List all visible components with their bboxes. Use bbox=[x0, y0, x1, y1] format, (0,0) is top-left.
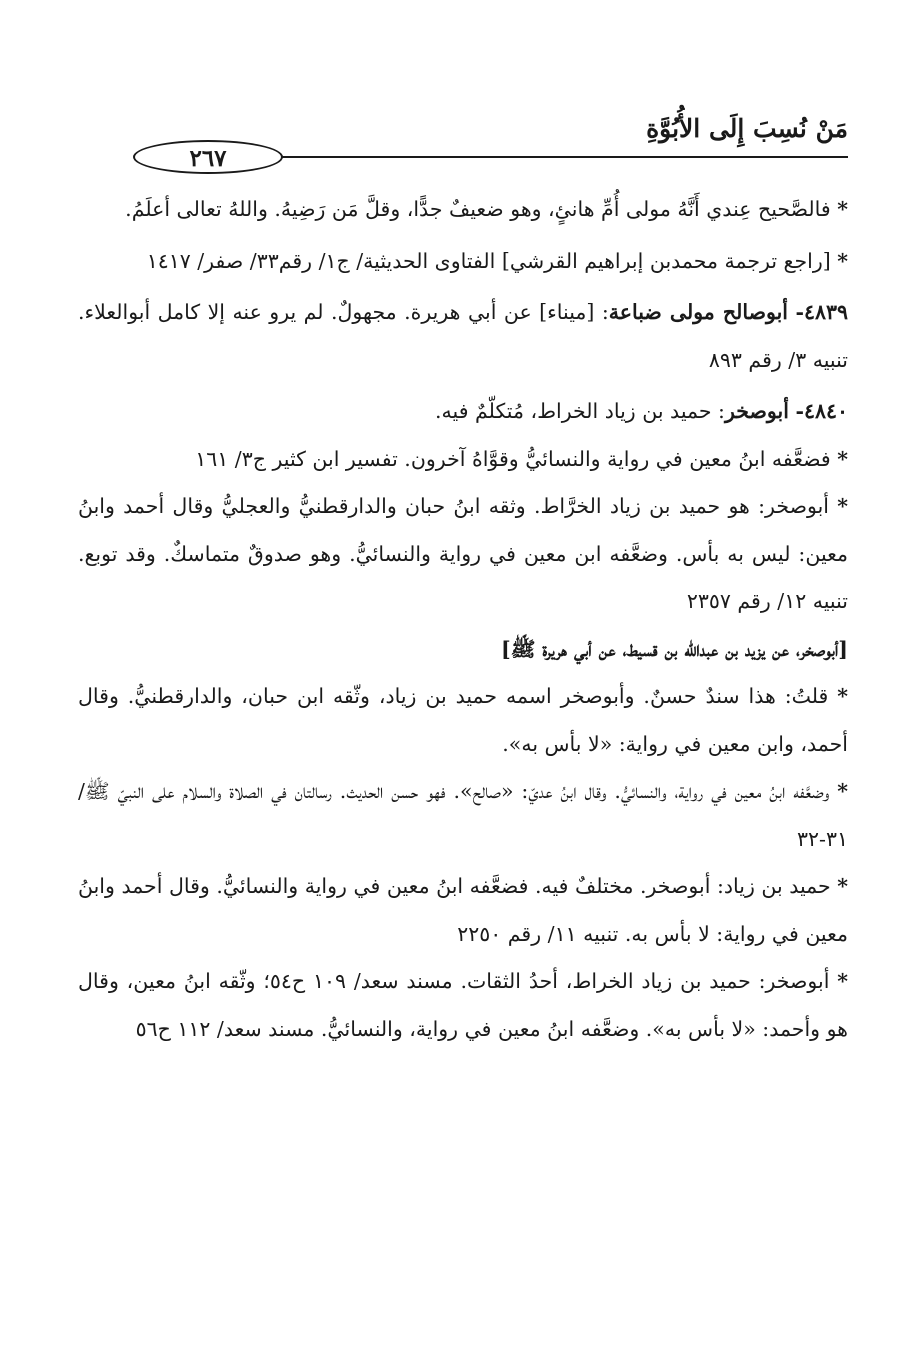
bullet-star-icon: * bbox=[837, 248, 848, 273]
bullet-star-icon: * bbox=[837, 779, 848, 803]
paragraph bbox=[78, 673, 848, 768]
entry-number: ٤٨٤٠- bbox=[795, 399, 848, 423]
paragraph-text: : [ميناء] عن أبي هريرة. مجهولٌ. لم يرو عنه إلا كامل أبوالعلاء. تنبيه ٣/ رقم ٨٩٣ bbox=[78, 300, 848, 372]
paragraph-text: أبوصخر: حميد بن زياد الخراط، أحدُ الثقات. مسند سعد/ ١٠٩ ح٥٤؛ وثّقه ابنُ معين، وقال هو وأحمد: «لا بأس به». وضعَّفه ابنُ معين في رواية، والنسائيُّ. مسند سعد/ ١١٢ ح٥٦ bbox=[78, 969, 848, 1041]
paragraph-text: فضعَّفه ابنُ معين في رواية والنسائيُّ وقوَّاهُ آخرون. تفسير ابن كثير ج٣/ ١٦١ bbox=[195, 446, 831, 471]
bullet-star-icon: * bbox=[837, 494, 848, 518]
bullet-star-icon: * bbox=[837, 197, 848, 221]
page-header bbox=[78, 108, 848, 172]
header-rule bbox=[228, 156, 848, 158]
paragraph-text: وضعَّفه ابنُ معين في رواية، والنسائيُّ. وقال ابنُ عديّ: «صالح». فهو حسن الحديث. رسالتان في الصلاة والسلام على النبيّ ﷺ/ ٣١-٣٢ bbox=[78, 779, 848, 851]
paragraph-text: حميد بن زياد: أبوصخر. مختلفٌ فيه. فضعَّفه ابنُ معين في رواية والنسائيُّ. وقال أحمد وابنُ معين في رواية: لا بأس به. تنبيه ١١/ رقم ٢٢٥٠ bbox=[78, 874, 848, 946]
paragraph bbox=[78, 863, 848, 958]
paragraph-text: : حميد بن زياد الخراط، مُتكلّمٌ فيه. bbox=[435, 399, 725, 423]
entry-heading: أبوصالح مولى ضباعة bbox=[608, 300, 788, 324]
page-body bbox=[78, 186, 848, 1053]
paragraph-text: فالصَّحيح عِندي أَنَّهُ مولى أُمِّ هانئٍ، وهو ضعيفٌ جدًّا، وقلَّ مَن رَضِيهُ. واللهُ تعالى أعلَمُ. bbox=[125, 197, 831, 221]
paragraph bbox=[78, 768, 848, 863]
paragraph-text: [راجع ترجمة محمدبن إبراهيم القرشي] الفتاوى الحديثية/ ج١/ رقم٣٣/ صفر/ ١٤١٧ bbox=[146, 248, 831, 273]
entry-paragraph bbox=[78, 388, 848, 436]
section-heading: [أبوصخر، عن يزيد بن عبدالله بن قسيط، عن أبي هريرة ﷺ] bbox=[501, 636, 848, 661]
running-title: مَنْ نُسِبَ إِلَى الأُبُوَّةِ bbox=[646, 114, 848, 143]
entry-paragraph bbox=[78, 289, 848, 384]
paragraph bbox=[78, 186, 848, 234]
paragraph bbox=[78, 483, 848, 626]
bullet-star-icon: * bbox=[837, 684, 848, 708]
paragraph bbox=[78, 238, 848, 286]
bullet-star-icon: * bbox=[837, 874, 848, 898]
bullet-star-icon: * bbox=[837, 969, 848, 993]
paragraph bbox=[78, 436, 848, 484]
page-number: ٢٦٧ bbox=[133, 140, 283, 174]
paragraph bbox=[78, 958, 848, 1053]
paragraph-text: قلتُ: هذا سندٌ حسنٌ. وأبوصخر اسمه حميد بن زياد، وثّقه ابن حبان، والدارقطنيُّ. وقال أحمد، وابن معين في رواية: «لا بأس به». bbox=[78, 684, 848, 756]
entry-number: ٤٨٣٩- bbox=[795, 300, 848, 324]
entry-heading: أبوصخر bbox=[724, 399, 789, 423]
bullet-star-icon: * bbox=[837, 446, 848, 471]
paragraph-text: أبوصخر: هو حميد بن زياد الخرَّاط. وثقه ابنُ حبان والدارقطنيُّ والعجليُّ وقال أحمد وابنُ معين: ليس به بأس. وضعَّفه ابن معين في رواية والنسائيُّ. وهو صدوقٌ متماسكٌ. وقد توبع. تنبيه ١٢/ رقم ٢٣٥٧ bbox=[78, 494, 848, 613]
